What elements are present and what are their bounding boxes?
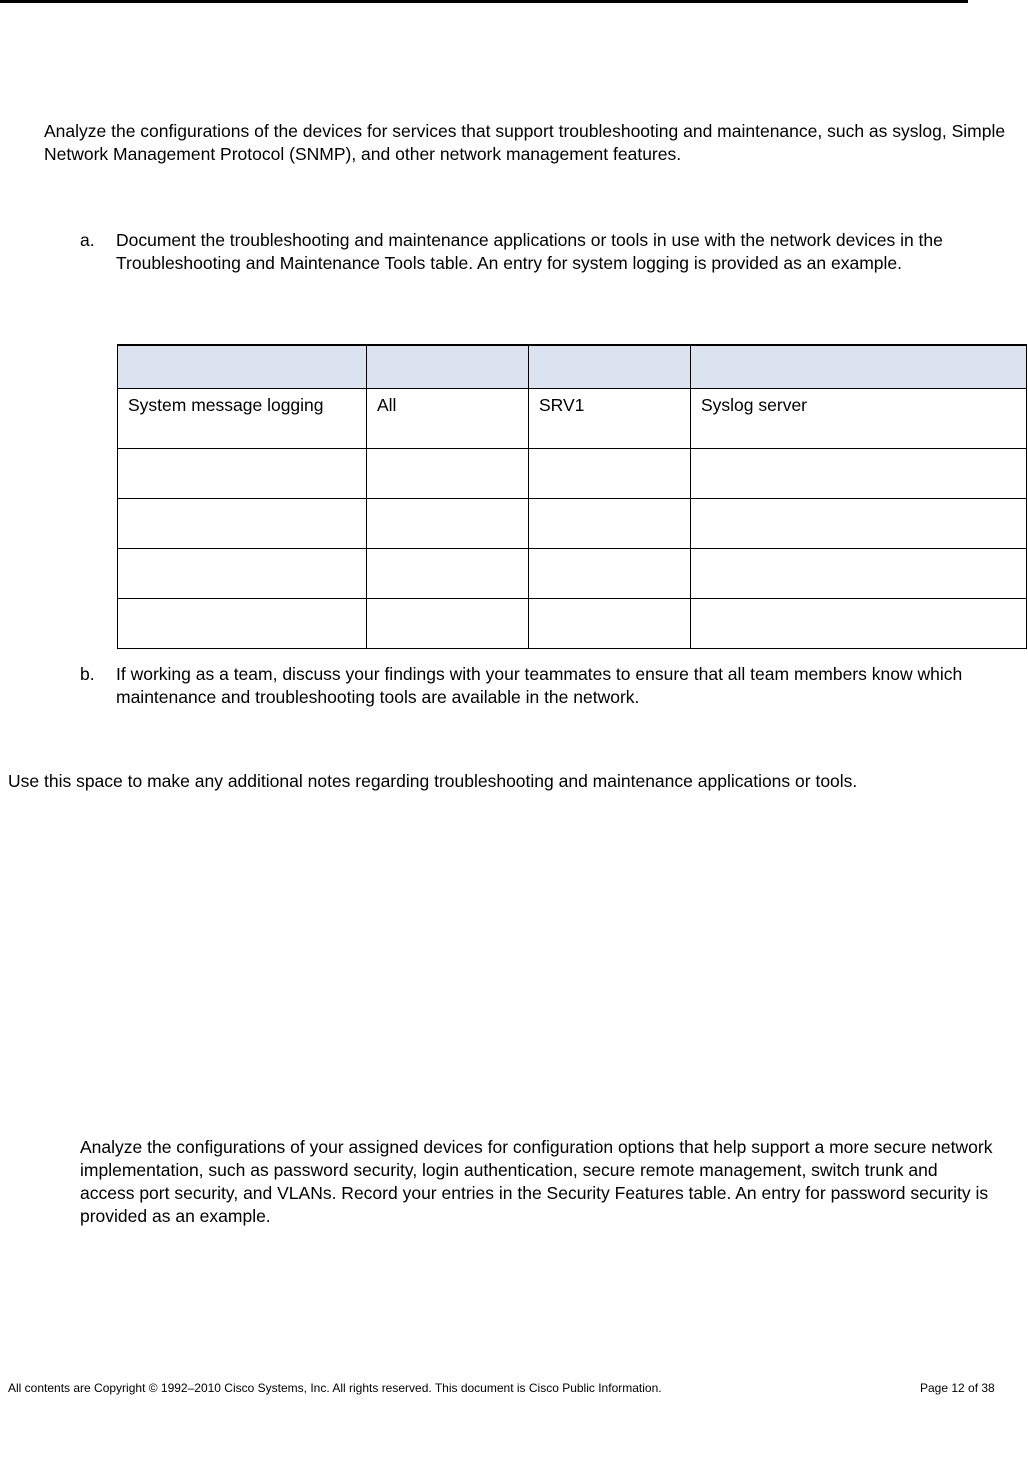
step-a-marker: a. [80,230,95,250]
security-intro-paragraph: Analyze the configurations of your assigned devices for configuration options that help support a more secure network implementation, such as password security, login authentication, secure remote management, switch trunk and access port security, and VLANs. Record your entries in the Security Features table. An entry for password security is provided as an example. [80,1137,993,1226]
table-row [118,449,1027,499]
table-cell-notes[interactable] [691,449,1027,499]
table-row [118,389,1027,449]
table-cell-server[interactable] [529,449,691,499]
table-row [118,499,1027,549]
table-cell-notes[interactable] [691,499,1027,549]
table-header-cell [691,345,1027,389]
table-cell-tool[interactable] [118,499,367,549]
step-b [80,663,1020,711]
table-header-cell [118,345,367,389]
step-b-text: If working as a team, discuss your findings with your teammates to ensure that all team members know which maintenance and troubleshooting tools are available in the network. [116,664,963,707]
table-row [118,599,1027,649]
step-a [80,229,1020,299]
table-cell-notes[interactable] [691,549,1027,599]
table-cell-devices[interactable] [367,549,529,599]
footer-copyright: All contents are Copyright © 1992–2010 Cisco Systems, Inc. All rights reserved. This document is Cisco Public Information. [8,1381,662,1395]
table-cell-server[interactable] [529,549,691,599]
table-cell-devices[interactable] [367,499,529,549]
table-cell-notes: Syslog server [691,389,1027,449]
table-cell-tool[interactable] [118,599,367,649]
troubleshooting-tools-table [117,344,1027,649]
table-header-cell [367,345,529,389]
table-header-cell [529,345,691,389]
step-b-marker: b. [80,664,95,684]
table-row [118,549,1027,599]
table-cell-tool[interactable] [118,549,367,599]
table-cell-devices: All [367,389,529,449]
table-header-row [118,345,1027,389]
table-cell-server[interactable] [529,599,691,649]
notes-prompt: Use this space to make any additional notes regarding troubleshooting and maintenance applications or tools. [8,771,858,791]
table-cell-server[interactable] [529,499,691,549]
step-a-text: Document the troubleshooting and maintenance applications or tools in use with the network devices in the Troubleshooting and Maintenance Tools table. An entry for system logging is provided as an example. [116,230,943,273]
table-cell-notes[interactable] [691,599,1027,649]
footer-page-number: Page 12 of 38 [920,1381,995,1395]
table-cell-devices[interactable] [367,599,529,649]
table-cell-tool: System message logging [118,389,367,449]
table-cell-devices[interactable] [367,449,529,499]
table-cell-server: SRV1 [529,389,691,449]
intro-paragraph: Analyze the configurations of the devices for services that support troubleshooting and maintenance, such as syslog, Simple Network Management Protocol (SNMP), and other network management features. [44,121,1006,164]
table-cell-tool[interactable] [118,449,367,499]
top-rule [0,0,968,3]
